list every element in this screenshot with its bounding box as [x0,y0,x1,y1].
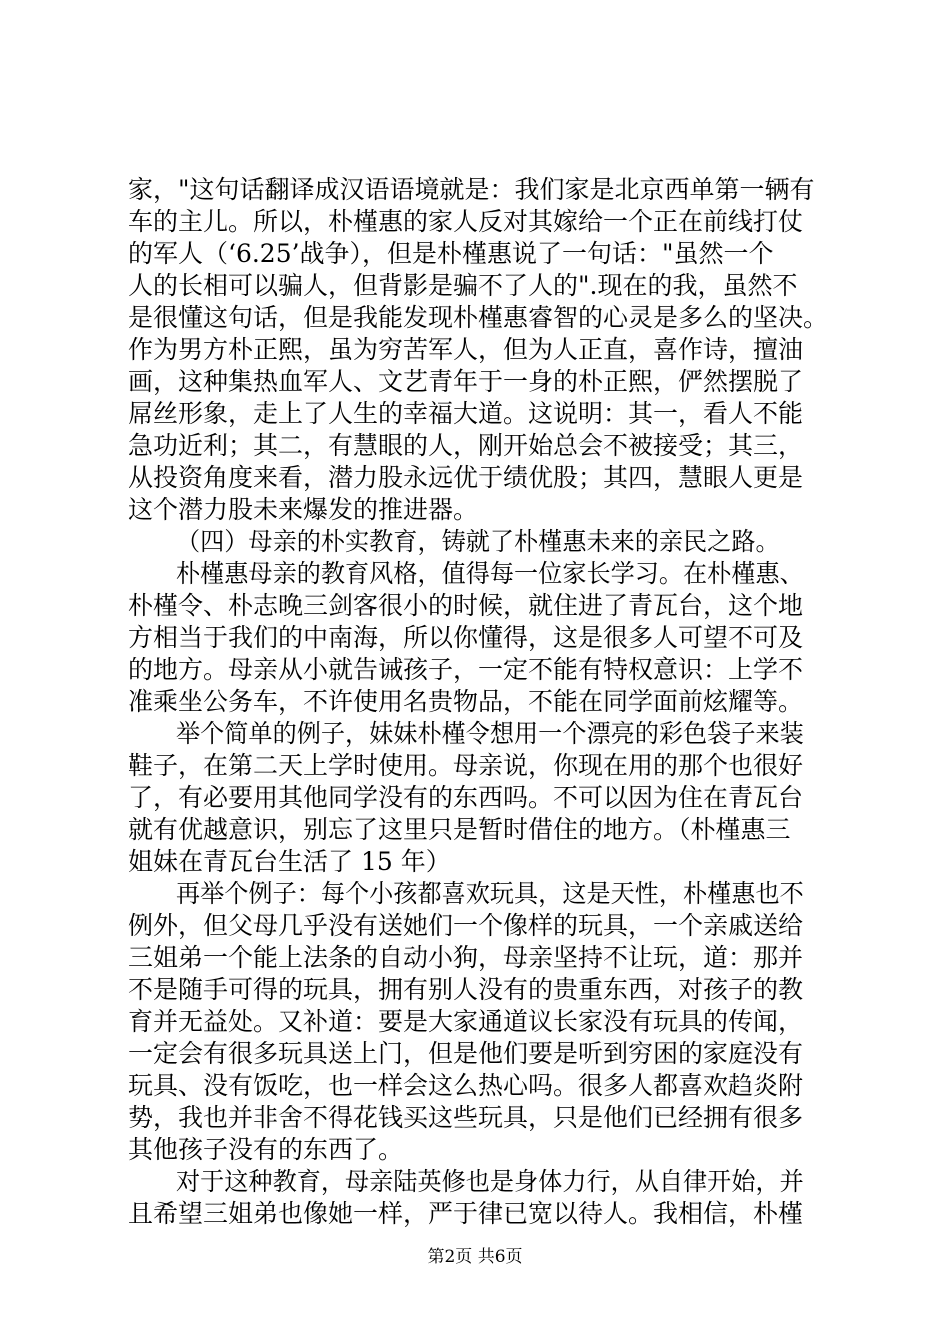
text-line: 不是随手可得的玩具，拥有别人没有的贵重东西，对孩子的教 [128,975,804,1004]
text-line: 朴槿令、朴志晚三剑客很小的时候，就住进了青瓦台，这个地 [128,591,804,620]
text-line: 再举个例子：每个小孩都喜欢玩具，这是天性，朴槿惠也不 [176,879,804,908]
text-line: 朴槿惠母亲的教育风格，值得每一位家长学习。在朴槿惠、 [176,559,804,588]
page-footer: 第2页 共6页 [427,1247,523,1267]
text-line: 人的长相可以骗人，但背影是骗不了人的".现在的我，虽然不 [128,271,798,300]
text-line: 是很懂这句话，但是我能发现朴槿惠睿智的心灵是多么的坚决。 [128,303,829,332]
text-line: 其他孩子没有的东西了。 [128,1135,404,1164]
text-line: 举个简单的例子，妹妹朴槿令想用一个漂亮的彩色袋子来装 [176,719,804,748]
text-line: 且希望三姐弟也像她一样，严于律已宽以待人。我相信，朴槿 [128,1199,804,1228]
text-line: 了，有必要用其他同学没有的东西吗。不可以因为住在青瓦台 [128,783,804,812]
text-line: 的地方。母亲从小就告诫孩子，一定不能有特权意识：上学不 [128,655,804,684]
text-line: 家，"这句话翻译成汉语语境就是：我们家是北京西单第一辆有 [128,175,815,204]
text-line: 一定会有很多玩具送上门，但是他们要是听到穷困的家庭没有 [128,1039,804,1068]
text-line: 准乘坐公务车，不许使用名贵物品，不能在同学面前炫耀等。 [128,687,804,716]
text-line: 车的主儿。所以，朴槿惠的家人反对其嫁给一个正在前线打仗 [128,207,804,236]
text-line: 这个潜力股未来爆发的推进器。 [128,495,479,524]
text-line: 急功近利；其二，有慧眼的人，刚开始总会不被接受；其三， [128,431,804,460]
text-line: 从投资角度来看，潜力股永远优于绩优股；其四，慧眼人更是 [128,463,804,492]
text-line: 例外，但父母几乎没有送她们一个像样的玩具，一个亲戚送给 [128,911,804,940]
text-line: 方相当于我们的中南海，所以你懂得，这是很多人可望不可及 [128,623,804,652]
text-line: 玩具、没有饭吃，也一样会这么热心吗。很多人都喜欢趋炎附 [128,1071,804,1100]
text-line: 对于这种教育，母亲陆英修也是身体力行，从自律开始，并 [176,1167,804,1196]
section-heading: （四）母亲的朴实教育，铸就了朴槿惠未来的亲民之路。 [176,527,780,556]
text-line: 画，这种集热血军人、文艺青年于一身的朴正熙，俨然摆脱了 [128,367,804,396]
text-line: 就有优越意识，别忘了这里只是暂时借住的地方。（朴槿惠三 [128,815,791,844]
text-line: 育并无益处。又补道：要是大家通道议长家没有玩具的传闻， [128,1007,804,1036]
text-line: 的军人（‘6.25’战争），但是朴槿惠说了一句话："虽然一个 [128,239,774,268]
text-line: 鞋子，在第二天上学时使用。母亲说，你现在用的那个也很好 [128,751,804,780]
text-line: 三姐弟一个能上法条的自动小狗，母亲坚持不让玩，道：那并 [128,943,804,972]
text-line: 势，我也并非舍不得花钱买这些玩具，只是他们已经拥有很多 [128,1103,804,1132]
text-line: 姐妹在青瓦台生活了 15 年） [128,847,451,876]
text-line: 屌丝形象，走上了人生的幸福大道。这说明：其一，看人不能 [128,399,804,428]
text-line: 作为男方朴正熙，虽为穷苦军人，但为人正直，喜作诗，擅油 [128,335,804,364]
